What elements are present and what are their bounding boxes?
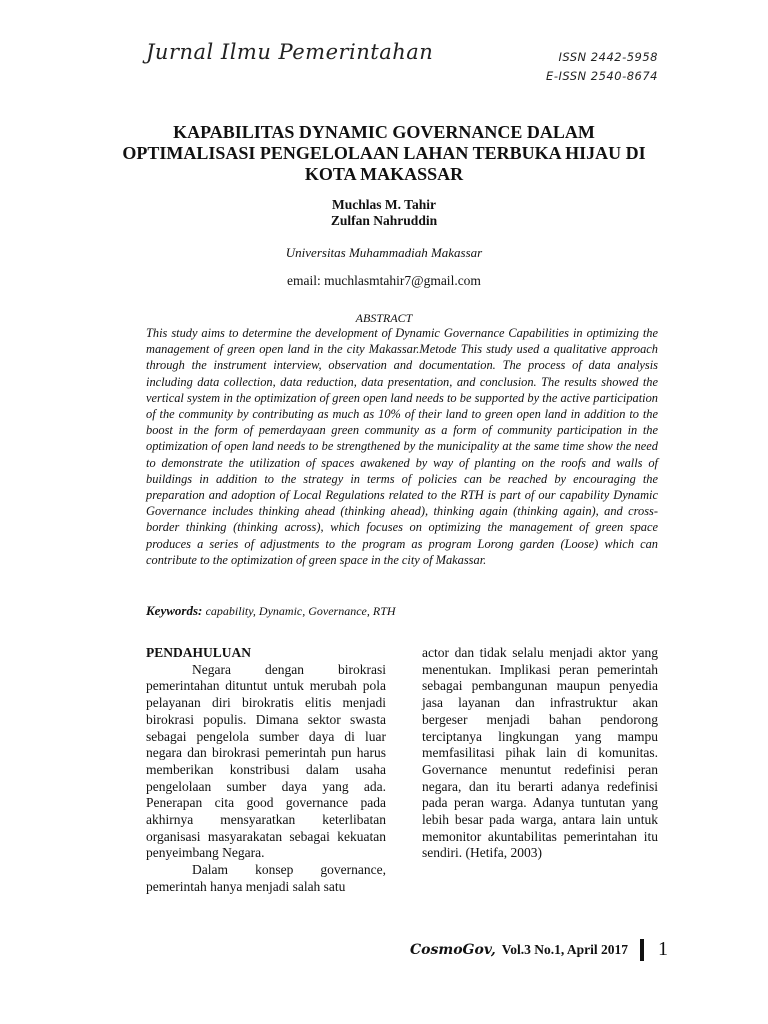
body-paragraph: Negara dengan birokrasi pemerintahan dituntut untuk merubah pola pelayanan diri birokratis elitis menjadi birokrasi populis. Dimana sektor swasta sebagai pengelola sumber daya di luar negara dan birokrasi pemerintah pun harus memberikan konstribusi dalam usaha pengelolaan sumber daya yang ada. Penerapan cita good governance pada akhirnya mensyaratkan keterlibatan organisasi masyarakatan sebagai kekuatan penyeimbang Negara.	[146, 661, 386, 861]
keywords	[146, 603, 658, 619]
page-number: 1	[658, 938, 668, 960]
author-list	[0, 197, 768, 229]
author-affiliation: Universitas Muhammadiah Makassar	[285, 245, 483, 260]
author-name: Zulfan Nahruddin	[330, 213, 438, 228]
abstract-heading: ABSTRACT	[355, 311, 413, 325]
page-footer	[410, 938, 668, 961]
author-email: email: muchlasmtahir7@gmail.com	[287, 273, 481, 288]
journal-title: Jurnal Ilmu Pemerintahan	[146, 40, 434, 64]
body-paragraph: actor dan tidak selalu menjadi aktor yang menentukan. Implikasi peran pemerintah sebagai pembangunan maupun penyedia jasa layanan dan infrastruktur akan bergeser menjadi bahan pendorong terciptanya lingkungan yang mampu memfasilitasi pihak lain di komunitas. Governance menuntut redefinisi peran negara, dan itu berarti adanya redefinisi pada peran warga. Adanya tuntutan yang lebih besar pada warga, antara lain untuk memonitor akuntabilitas pemerintahan itu sendiri. (Hetifa, 2003)	[422, 645, 658, 861]
footer-journal-name: CosmoGov,	[410, 941, 496, 958]
body-paragraph: Dalam konsep governance, pemerintah hanya menjadi salah satu	[146, 862, 386, 894]
abstract-text: This study aims to determine the development of Dynamic Governance Capabilities in optimizing the management of green open land in the city Makassar.Metode This study used a qualitative approach through the instrument interview, observation and documentation. The process of data analysis including data collection, data reduction, data presentation, and conclusion. The results showed the vertical system in the optimization of green open land needs to be supported by the active participation of the community by contributing as much as 10% of their land to green open land in addition to the boost in the form of pemerdayaan green community as a form of community participation in the optimization of open land needs to be strengthened by the municipality at the same time show the need to demonstrate the utilization of spaces awakened by way of planting on the roofs and walls of buildings in addition to the strategy in terms of policies can be reached by encouraging the preparation and adoption of Local Regulations related to the RTH is part of our capability Dynamic Governance includes thinking ahead (thinking ahead), thinking again (thinking again), and cross-border thinking (thinking across), which focuses on optimizing the management of green space produces a series of adjustments to the program as program Lorong garden (Loose) which can contribute to the optimization of green space in the city of Makassar.	[146, 326, 658, 567]
footer-volume: Vol.3 No.1, April 2017	[501, 941, 628, 957]
eissn: E-ISSN 2540-8674	[546, 69, 658, 83]
keywords-label: Keywords:	[146, 603, 203, 618]
body-column-right	[422, 645, 658, 862]
section-heading: PENDAHULUAN	[146, 645, 252, 660]
paper-title: KAPABILITAS DYNAMIC GOVERNANCE DALAM OPTIMALISASI PENGELOLAAN LAHAN TERBUKA HIJAU DI KOTA MAKASSAR	[122, 122, 646, 184]
body-column-left	[146, 645, 386, 896]
issn-block	[546, 48, 658, 86]
issn: ISSN 2442-5958	[558, 50, 658, 64]
keywords-text: capability, Dynamic, Governance, RTH	[205, 604, 396, 618]
author-name: Muchlas M. Tahir	[332, 197, 436, 212]
footer-divider	[640, 939, 644, 961]
